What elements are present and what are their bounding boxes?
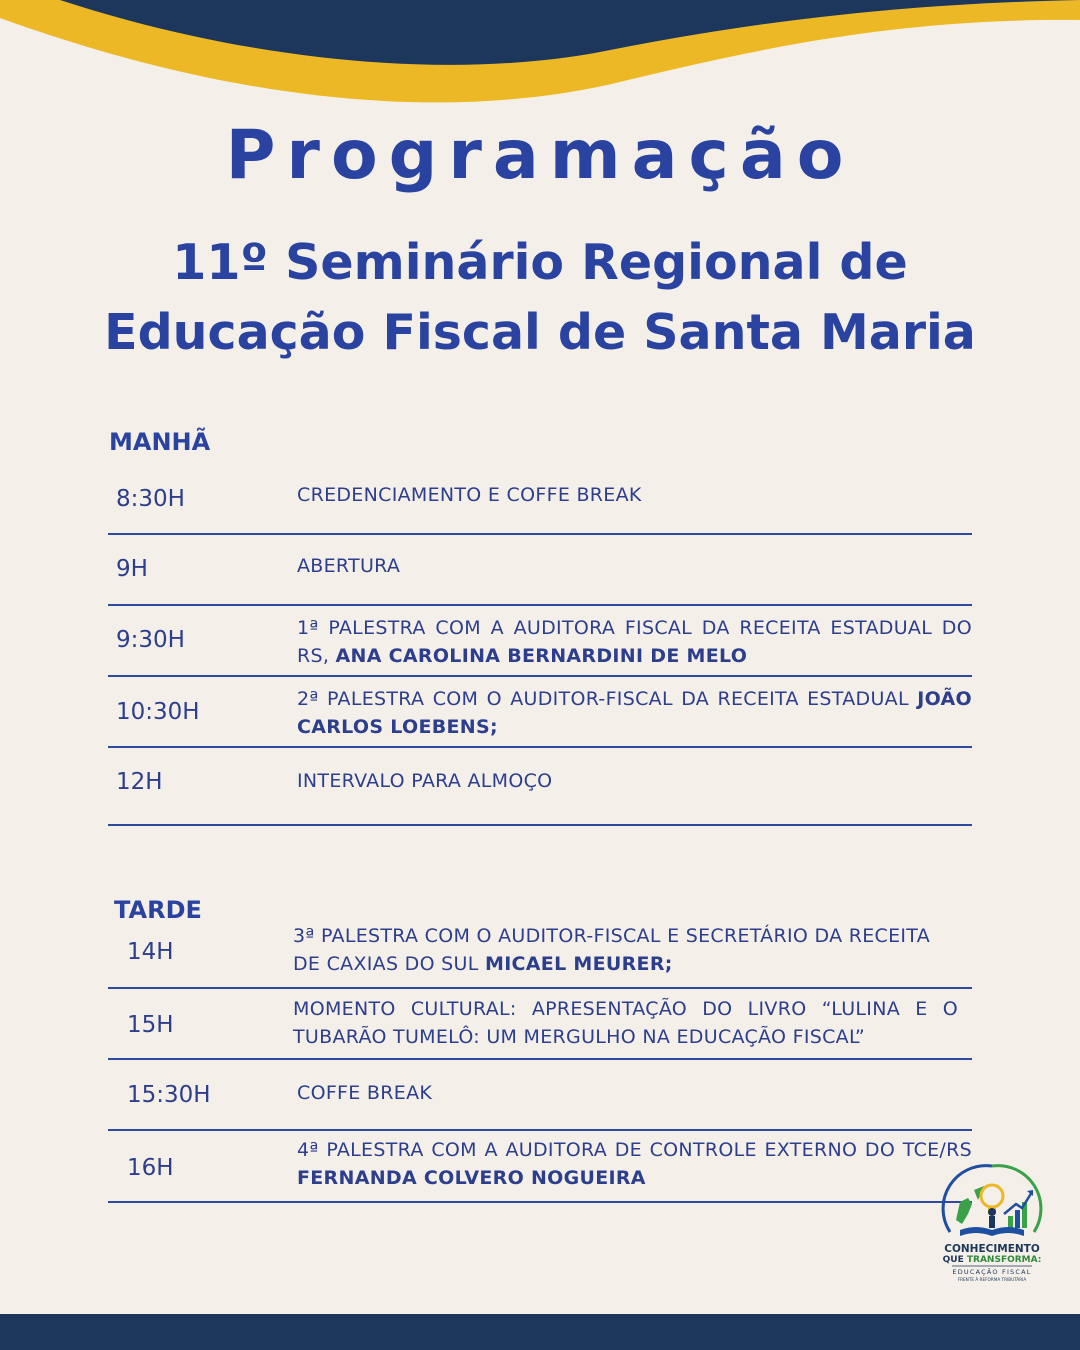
header-waves [0, 0, 1080, 130]
logo-text-line-2a: QUE [942, 1255, 967, 1265]
schedule-time: 15:30H [127, 1082, 211, 1108]
speaker-name: FERNANDA COLVERO NOGUEIRA [297, 1167, 646, 1189]
schedule-description [297, 614, 972, 670]
schedule-row [108, 677, 972, 748]
page-subtitle [0, 228, 1080, 368]
schedule-row [108, 606, 972, 677]
speaker-name: MICAEL MEURER; [484, 953, 673, 975]
schedule-description [297, 552, 972, 580]
schedule-row [108, 920, 972, 989]
schedule-time: 16H [127, 1155, 174, 1181]
speaker-name: ANA CAROLINA BERNARDINI DE MELO [335, 645, 748, 667]
schedule-description [297, 1079, 972, 1107]
schedule-text: CREDENCIAMENTO E COFFE BREAK [297, 484, 642, 506]
schedule-row [108, 748, 972, 826]
schedule-description [293, 995, 958, 1051]
schedule-text: COFFE BREAK [297, 1082, 433, 1104]
schedule-time: 14H [127, 939, 174, 965]
logo-text-line-1: CONHECIMENTO [944, 1243, 1040, 1255]
schedule-description [297, 1136, 972, 1192]
conhecimento-logo [938, 1160, 1046, 1285]
schedule-time: 15H [127, 1012, 174, 1038]
subtitle-line-1: 11º Seminário Regional de [172, 234, 908, 291]
footer-bar [0, 1314, 1080, 1350]
schedule-description [297, 685, 972, 741]
schedule-text: MOMENTO CULTURAL: APRESENTAÇÃO DO LIVRO “LULINA E O TUBARÃO TUMELÔ: UM MERGULHO NA EDUCAÇÃO FISCAL” [293, 998, 958, 1048]
schedule-text: 4ª PALESTRA COM A AUDITORA DE CONTROLE EXTERNO DO TCE/RS [297, 1139, 972, 1161]
schedule-description [297, 481, 972, 509]
schedule-time: 8:30H [116, 486, 185, 512]
schedule-time: 10:30H [116, 699, 200, 725]
schedule-text: INTERVALO PARA ALMOÇO [297, 770, 553, 792]
logo-text-line-2 [943, 1255, 1042, 1265]
schedule-text: 3ª PALESTRA COM O AUDITOR-FISCAL E SECRETÁRIO DA RECEITA DE CAXIAS DO SUL [293, 925, 931, 975]
subtitle-line-2: Educação Fiscal de Santa Maria [104, 304, 976, 361]
schedule-row [108, 470, 972, 535]
section-label-morning: MANHÃ [109, 428, 211, 456]
schedule-time: 9:30H [116, 627, 185, 653]
schedule-time: 9H [116, 556, 148, 582]
section-label-afternoon: TARDE [114, 896, 202, 924]
logo-text-line-3: EDUCAÇÃO FISCAL [952, 1268, 1032, 1276]
schedule-row [108, 1060, 972, 1131]
speaker-name: JOÃO CARLOS LOEBENS; [297, 688, 972, 738]
logo-text-line-2b: TRANSFORMA: [966, 1255, 1042, 1265]
page-title: Programação [225, 116, 855, 195]
schedule-text: 1ª PALESTRA COM A AUDITORA FISCAL DA RECEITA ESTADUAL DO RS, [297, 617, 972, 667]
schedule-row [108, 1131, 972, 1203]
schedule-text: 2ª PALESTRA COM O AUDITOR-FISCAL DA RECEITA ESTADUAL [297, 688, 909, 710]
schedule-description [293, 922, 963, 978]
schedule-text: ABERTURA [297, 555, 401, 577]
schedule-row [108, 535, 972, 606]
logo-text-line-4: FRENTE À REFORMA TRIBUTÁRIA [957, 1277, 1027, 1282]
schedule-time: 12H [116, 769, 163, 795]
schedule-row [108, 989, 972, 1060]
schedule-description [297, 767, 972, 795]
